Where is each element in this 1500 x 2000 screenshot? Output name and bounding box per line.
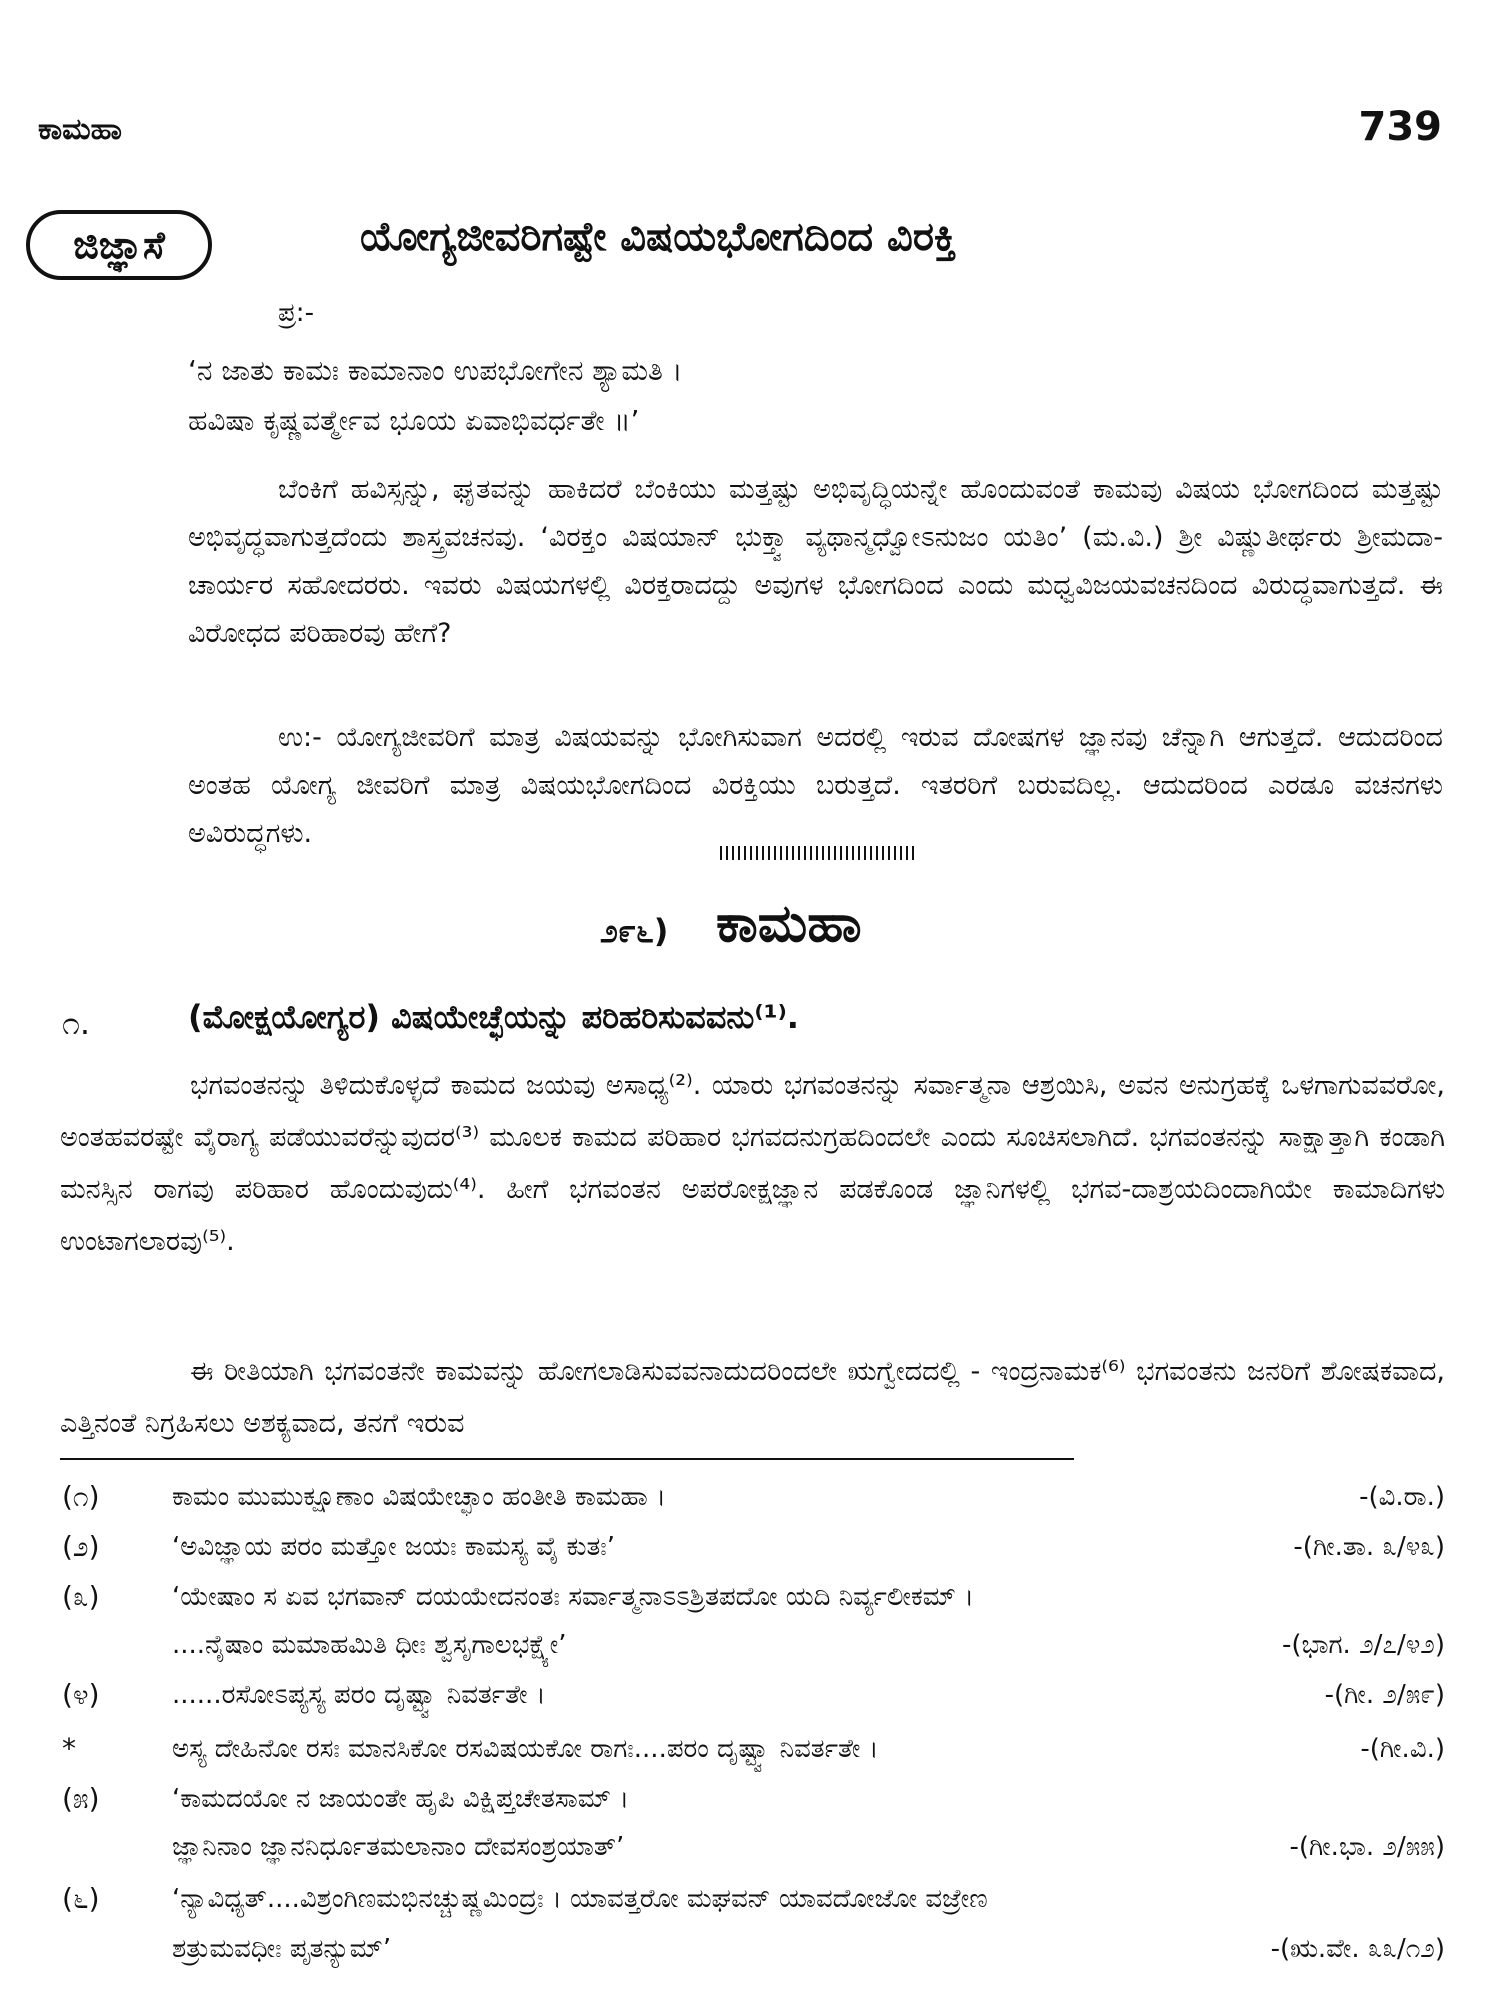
footnote-text: ಕಾಮಂ ಮುಮುಕ್ಷೂಣಾಂ ವಿಷಯೇಚ್ಛಾಂ ಹಂತೀತಿ ಕಾಮಹಾ ।	[172, 1482, 666, 1512]
verse-line-2: ಹವಿಷಾ ಕೃಷ್ಣವರ್ತ್ಮೇವ ಭೂಯ ಏವಾಭಿವರ್ಧತೇ ॥’	[188, 404, 640, 437]
footnote-ref: -(ಗೀ. ೨/೫೯)	[1324, 1680, 1445, 1710]
running-header: ಕಾಮಹಾ	[38, 112, 122, 147]
footnote-text: ....ನೈಷಾಂ ಮಮಾಹಮಿತಿ ಧೀಃ ಶ್ವಸೃಗಾಲಭಕ್ಷ್ಯೇ’	[172, 1630, 567, 1660]
footnote-ref: -(ವಿ.ರಾ.)	[1359, 1482, 1445, 1512]
footnote-ref: -(ಗೀ.ವಿ.)	[1360, 1734, 1445, 1764]
jijnase-title: ಯೋಗ್ಯಜೀವರಿಗಷ್ಟೇ ವಿಷಯಭೋಗದಿಂದ ವಿರಕ್ತಿ	[360, 214, 957, 260]
footnote-text: ......ರಸೋಽಪ್ಯಸ್ಯ ಪರಂ ದೃಷ್ಟ್ವಾ ನಿವರ್ತತೇ ।	[172, 1680, 546, 1710]
footnote-number: *	[62, 1732, 76, 1765]
footnote-ref: -(ಗೀ.ಭಾ. ೨/೫೫)	[1289, 1832, 1445, 1862]
question-label: ಪ್ರ:-	[278, 298, 314, 328]
footnote-text: ಜ್ಞಾನಿನಾಂ ಜ್ಞಾನನಿರ್ಧೂತಮಲಾನಾಂ ದೇವಸಂಶ್ರಯಾತ್’	[172, 1832, 625, 1862]
page-number: 739	[1358, 104, 1442, 150]
footnote-number: (೩)	[62, 1580, 100, 1613]
footnote-text: ‘ಅವಿಜ್ಞಾಯ ಪರಂ ಮತ್ತೋ ಜಯಃ ಕಾಮಸ್ಯ ವೈ ಕುತಃ’	[172, 1532, 616, 1562]
answer-paragraph: ಉ:- ಯೋಗ್ಯಜೀವರಿಗೆ ಮಾತ್ರ ವಿಷಯವನ್ನು ಭೋಗಿಸುವಾಗ ಅದರಲ್ಲಿ ಇರುವ ದೋಷಗಳ ಜ್ಞಾನವು ಚೆನ್ನಾಗಿ ಆಗುತ್ತದೆ. ಆದುದರಿಂದ ಅಂತಹ ಯೋಗ್ಯ ಜೀವರಿಗೆ ಮಾತ್ರ ವಿಷಯಭೋಗದಿಂದ ವಿರಕ್ತಿಯು ಬರುತ್ತದೆ. ಇತರರಿಗೆ ಬರುವದಿಲ್ಲ. ಆದುದರಿಂದ ಎರಡೂ ವಚನಗಳು ಅವಿರುದ್ಧಗಳು.	[188, 722, 1443, 849]
section-separator	[720, 846, 918, 860]
footnote-ref: -(ಋ.ವೇ. ೩೩/೧೨)	[1270, 1934, 1445, 1964]
footnote-number: (೬)	[62, 1882, 100, 1915]
footnote-rule	[60, 1458, 1074, 1460]
footnote-text: ‘ನ್ಯಾವಿಧ್ಯತ್....ವಿಶ್ರಂಗಿಣಮಭಿನಚ್ಚುಷ್ಣಮಿಂದ್ರಃ । ಯಾವತ್ತರೋ ಮಘವನ್ ಯಾವದೋಜೋ ವಜ್ರೇಣ	[172, 1884, 988, 1914]
footnote-text: ‘ಯೇಷಾಂ ಸ ಏವ ಭಗವಾನ್ ದಯಯೇದನಂತಃ ಸರ್ವಾತ್ಮನಾಽಽಶ್ರಿತಪದೋ ಯದಿ ನಿರ್ವ್ಯಲೀಕಮ್ ।	[172, 1582, 974, 1612]
item-heading: (ಮೋಕ್ಷಯೋಗ್ಯರ) ವಿಷಯೇಚ್ಛೆಯನ್ನು ಪರಿಹರಿಸುವವನು⁽¹⁾.	[188, 998, 799, 1036]
footnote-ref: -(ಭಾಗ. ೨/೭/೪೨)	[1282, 1630, 1445, 1660]
footnote-number: (೨)	[62, 1530, 100, 1563]
item-number: ೧.	[62, 1004, 91, 1042]
body-paragraph-2: ಈ ರೀತಿಯಾಗಿ ಭಗವಂತನೇ ಕಾಮವನ್ನು ಹೋಗಲಾಡಿಸುವವನಾದುದರಿಂದಲೇ ಋಗ್ವೇದದಲ್ಲಿ - ಇಂದ್ರನಾಮಕ⁽⁶⁾ ಭಗವಂತನು ಜನರಿಗೆ ಶೋಷಕವಾದ, ಎತ್ತಿನಂತೆ ನಿಗ್ರಹಿಸಲು ಅಶಕ್ಯವಾದ, ತನಗೆ ಇರುವ	[60, 1356, 1445, 1439]
question-paragraph: ಬೆಂಕಿಗೆ ಹವಿಸ್ಸನ್ನು, ಘೃತವನ್ನು ಹಾಕಿದರೆ ಬೆಂಕಿಯು ಮತ್ತಷ್ಟು ಅಭಿವೃದ್ಧಿಯನ್ನೇ ಹೊಂದುವಂತೆ ಕಾಮವು ವಿಷಯ ಭೋಗದಿಂದ ಮತ್ತಷ್ಟು ಅಭಿವೃದ್ಧವಾಗುತ್ತದೆಂದು ಶಾಸ್ತ್ರವಚನವು. ‘ವಿರಕ್ತಂ ವಿಷಯಾನ್ ಭುಕ್ತ್ವಾ ವ್ಯಥಾನ್ಮಧ್ವೋಽನುಜಂ ಯತಿಂ’ (ಮ.ವಿ.) ಶ್ರೀ ವಿಷ್ಣುತೀರ್ಥರು ಶ್ರೀಮದಾ-ಚಾರ್ಯರ ಸಹೋದರರು. ಇವರು ವಿಷಯಗಳಲ್ಲಿ ವಿರಕ್ತರಾದದ್ದು ಅವುಗಳ ಭೋಗದಿಂದ ಎಂದು ಮಧ್ವವಿಜಯವಚನದಿಂದ ವಿರುದ್ಧವಾಗುತ್ತದೆ. ಈ ವಿರೋಧದ ಪರಿಹಾರವು ಹೇಗೆ?	[188, 474, 1443, 649]
section-title: ಕಾಮಹಾ	[716, 894, 862, 954]
body-paragraph-1: ಭಗವಂತನನ್ನು ತಿಳಿದುಕೊಳ್ಳದೆ ಕಾಮದ ಜಯವು ಅಸಾಧ್ಯ⁽²⁾. ಯಾರು ಭಗವಂತನನ್ನು ಸರ್ವಾತ್ಮನಾ ಆಶ್ರಯಿಸಿ, ಅವನ ಅನುಗ್ರಹಕ್ಕೆ ಒಳಗಾಗುವವರೋ, ಅಂತಹವರಷ್ಟೇ ವೈರಾಗ್ಯ ಪಡೆಯುವರೆನ್ನುವುದರ⁽³⁾ ಮೂಲಕ ಕಾಮದ ಪರಿಹಾರ ಭಗವದನುಗ್ರಹದಿಂದಲೇ ಎಂದು ಸೂಚಿಸಲಾಗಿದೆ. ಭಗವಂತನನ್ನು ಸಾಕ್ಷಾತ್ತಾಗಿ ಕಂಡಾಗಿ ಮನಸ್ಸಿನ ರಾಗವು ಪರಿಹಾರ ಹೊಂದುವುದು⁽⁴⁾. ಹೀಗೆ ಭಗವಂತನ ಅಪರೋಕ್ಷಜ್ಞಾನ ಪಡಕೊಂಡ ಜ್ಞಾನಿಗಳಲ್ಲಿ ಭಗವ-ದಾಶ್ರಯದಿಂದಾಗಿಯೇ ಕಾಮಾದಿಗಳು ಉಂಟಾಗಲಾರವು⁽⁵⁾.	[60, 1070, 1445, 1257]
footnote-text: ಶತ್ರುಮವಧೀಃ ಪೃತನ್ಯುಮ್’	[172, 1934, 392, 1964]
jijnase-badge: ಜಿಜ್ಞಾಸೆ	[26, 210, 212, 280]
footnote-ref: -(ಗೀ.ತಾ. ೩/೪೩)	[1293, 1532, 1445, 1562]
footnote-number: (೧)	[62, 1480, 100, 1513]
footnote-text: ಅಸ್ಯ ದೇಹಿನೋ ರಸಃ ಮಾನಸಿಕೋ ರಸವಿಷಯಕೋ ರಾಗಃ....ಪರಂ ದೃಷ್ಟ್ವಾ ನಿವರ್ತತೇ ।	[172, 1734, 879, 1764]
footnote-number: (೫)	[62, 1782, 100, 1815]
section-number: ೨೯೬)	[600, 912, 669, 950]
footnote-number: (೪)	[62, 1678, 100, 1711]
footnote-text: ‘ಕಾಮದಯೋ ನ ಜಾಯಂತೇ ಹೃಪಿ ವಿಕ್ಷಿಪ್ತಚೇತಸಾಮ್ ।	[172, 1784, 630, 1814]
verse-line-1: ‘ನ ಜಾತು ಕಾಮಃ ಕಾಮಾನಾಂ ಉಪಭೋಗೇನ ಶ್ಯಾಮತಿ ।	[188, 354, 683, 387]
